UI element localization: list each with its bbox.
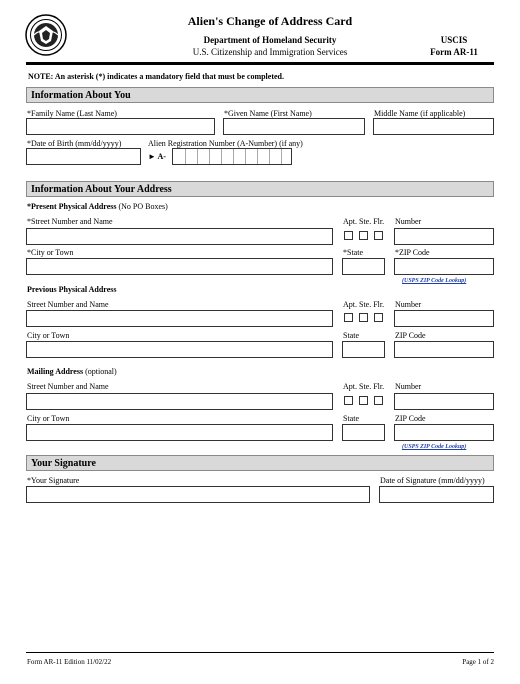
mailing-address-title [27, 368, 117, 376]
mailing-zip-label: ZIP Code [395, 414, 426, 423]
family-name-field[interactable] [26, 118, 215, 135]
middle-name-label: Middle Name (if applicable) [374, 109, 466, 118]
signature-date-label: Date of Signature (mm/dd/yyyy) [380, 476, 485, 485]
mailing-number-field[interactable] [394, 393, 494, 410]
previous-state-field[interactable] [342, 341, 385, 358]
anumber-field[interactable] [172, 148, 292, 165]
given-name-field[interactable] [223, 118, 365, 135]
mandatory-note: NOTE: An asterisk (*) indicates a mandatory field that must be completed. [28, 72, 284, 81]
previous-zip-label: ZIP Code [395, 331, 426, 340]
previous-address-title: Previous Physical Address [27, 285, 117, 294]
present-address-title [27, 203, 168, 211]
footer-rule [26, 652, 494, 653]
mailing-street-label: Street Number and Name [27, 382, 109, 391]
dhs-seal-icon [25, 14, 67, 56]
previous-number-label: Number [395, 300, 422, 309]
present-apt-label: Apt. Ste. Flr. [343, 217, 385, 226]
zip-lookup-link-1[interactable]: (USPS ZIP Code Lookup) [402, 278, 467, 284]
previous-street-label: Street Number and Name [27, 300, 109, 309]
dob-field[interactable] [26, 148, 141, 165]
previous-flr-checkbox[interactable] [374, 313, 383, 322]
previous-ste-checkbox[interactable] [359, 313, 368, 322]
signature-field[interactable] [26, 486, 370, 503]
dob-label: *Date of Birth (mm/dd/yyyy) [27, 139, 122, 148]
signature-label: *Your Signature [27, 476, 80, 485]
section-information-about-address [26, 181, 494, 197]
mailing-number-label: Number [395, 382, 422, 391]
mailing-city-label: City or Town [27, 414, 70, 423]
previous-apt-checkbox[interactable] [344, 313, 353, 322]
present-state-label: *State [343, 248, 363, 257]
section-heading: Your Signature [31, 458, 96, 469]
present-number-field[interactable] [394, 228, 494, 245]
form-id: Form AR-11 [430, 47, 478, 57]
present-street-label: *Street Number and Name [27, 217, 113, 226]
section-heading: Information About Your Address [31, 184, 172, 195]
anumber-prefix: ► A- [148, 152, 166, 161]
present-zip-label: *ZIP Code [395, 248, 430, 257]
mailing-zip-field[interactable] [394, 424, 494, 441]
zip-lookup-link-2[interactable]: (USPS ZIP Code Lookup) [402, 444, 467, 450]
given-name-label: *Given Name (First Name) [224, 109, 312, 118]
present-city-label: *City or Town [27, 248, 74, 257]
agency-short: USCIS [440, 35, 468, 45]
middle-name-field[interactable] [373, 118, 494, 135]
mailing-flr-checkbox[interactable] [374, 396, 383, 405]
present-apt-checkbox[interactable] [344, 231, 353, 240]
mailing-street-field[interactable] [26, 393, 333, 410]
footer-form-edition: Form AR-11 Edition 11/02/22 [27, 658, 112, 666]
agency-name: U.S. Citizenship and Immigration Services [192, 47, 348, 57]
family-name-label: *Family Name (Last Name) [27, 109, 117, 118]
previous-city-label: City or Town [27, 331, 70, 340]
mailing-apt-label: Apt. Ste. Flr. [343, 382, 385, 391]
mailing-address-title-text: Mailing Address [27, 367, 84, 376]
footer-page-number: Page 1 of 2 [462, 658, 494, 666]
present-zip-field[interactable] [394, 258, 494, 275]
previous-number-field[interactable] [394, 310, 494, 327]
form-title: Alien's Change of Address Card [187, 14, 353, 28]
present-ste-checkbox[interactable] [359, 231, 368, 240]
section-your-signature [26, 455, 494, 471]
mailing-ste-checkbox[interactable] [359, 396, 368, 405]
section-information-about-you [26, 87, 494, 103]
signature-date-field[interactable] [379, 486, 494, 503]
header-rule [26, 62, 494, 65]
present-street-field[interactable] [26, 228, 333, 245]
previous-zip-field[interactable] [394, 341, 494, 358]
present-address-title-text: *Present Physical Address [27, 202, 117, 211]
previous-city-field[interactable] [26, 341, 333, 358]
previous-street-field[interactable] [26, 310, 333, 327]
present-city-field[interactable] [26, 258, 333, 275]
anumber-label: Alien Registration Number (A-Number) (if any) [148, 139, 303, 148]
present-flr-checkbox[interactable] [374, 231, 383, 240]
mailing-address-title-note: (optional) [83, 367, 117, 376]
mailing-city-field[interactable] [26, 424, 333, 441]
previous-state-label: State [343, 331, 359, 340]
present-number-label: Number [395, 217, 422, 226]
mailing-state-label: State [343, 414, 359, 423]
section-heading: Information About You [31, 90, 131, 101]
present-address-title-note: (No PO Boxes) [116, 202, 168, 211]
present-state-field[interactable] [342, 258, 385, 275]
department-name: Department of Homeland Security [203, 35, 337, 45]
previous-apt-label: Apt. Ste. Flr. [343, 300, 385, 309]
mailing-apt-checkbox[interactable] [344, 396, 353, 405]
mailing-state-field[interactable] [342, 424, 385, 441]
